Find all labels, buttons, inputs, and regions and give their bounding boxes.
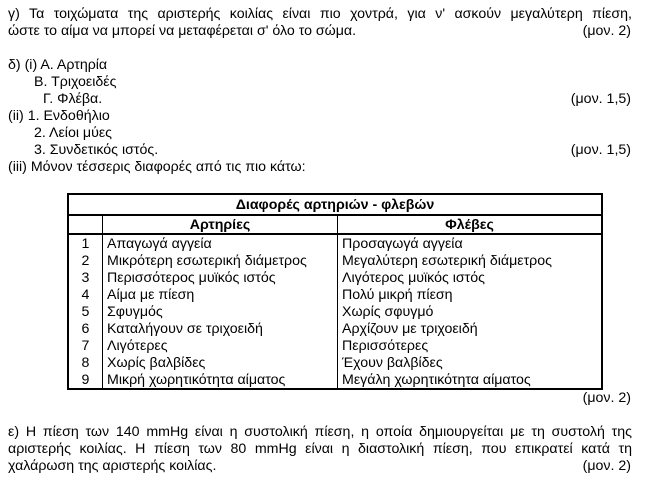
vein-cell: Λιγότερος μυϊκός ιστός: [338, 269, 603, 286]
artery-cell: Λιγότερες: [103, 337, 338, 354]
table-row: [68, 354, 602, 371]
delta-ii-connective-tissue: 3. Συνδετικός ιστός.: [34, 142, 159, 158]
delta-i-vein: Γ. Φλέβα.: [43, 91, 103, 107]
table-marks: (μον. 2): [582, 390, 631, 406]
vein-cell: Περισσότερες: [338, 337, 603, 354]
vein-cell: Προσαγωγά αγγεία: [338, 234, 603, 252]
artery-cell: Απαγωγά αγγεία: [103, 234, 338, 252]
gamma-line-1: γ) Τα τοιχώματα της αριστερής κοιλίας είναι πιο χοντρά, για ν' ασκούν μεγαλύτερη πίεση,: [8, 6, 632, 22]
row-number: 4: [68, 286, 103, 303]
artery-cell: Μικρότερη εσωτερική διάμετρος: [103, 252, 338, 269]
delta-ii-smooth-muscle: 2. Λείοι μύες: [34, 125, 113, 141]
vein-cell: Πολύ μικρή πίεση: [338, 286, 603, 303]
table-row: [68, 371, 602, 389]
row-number: 5: [68, 303, 103, 320]
table-row: [68, 234, 602, 252]
epsilon-line-3: χαλάρωση της αριστερής κοιλίας.: [8, 458, 217, 474]
table-row: [68, 286, 602, 303]
table-header-veins: Φλέβες: [338, 215, 603, 234]
table-title: Διαφορές αρτηριών - φλεβών: [68, 194, 602, 215]
vein-cell: Έχουν βαλβίδες: [338, 354, 603, 371]
delta-iii-intro: (iii) Μόνον τέσσερις διαφορές από τις πιο κάτω:: [8, 159, 306, 175]
table-row: [68, 252, 602, 269]
vein-cell: Χωρίς σφυγμό: [338, 303, 603, 320]
row-number: 8: [68, 354, 103, 371]
row-number: 1: [68, 234, 103, 252]
artery-cell: Καταλήγουν σε τριχοειδή: [103, 320, 338, 337]
artery-cell: Περισσότερος μυϊκός ιστός: [103, 269, 338, 286]
epsilon-marks: (μον. 2): [582, 458, 631, 474]
table-header-arteries: Αρτηρίες: [103, 215, 338, 234]
table-row: [68, 303, 602, 320]
epsilon-line-2: αριστερής κοιλίας. Η πίεση των 80 mmHg είναι η διαστολική πίεση, που επικρατεί κατά τη: [8, 441, 632, 457]
table-header-number: [68, 215, 103, 234]
artery-cell: Σφυγμός: [103, 303, 338, 320]
delta-i-capillary: Β. Τριχοειδές: [34, 74, 117, 90]
vein-cell: Μεγαλύτερη εσωτερική διάμετρος: [338, 252, 603, 269]
artery-cell: Αίμα με πίεση: [103, 286, 338, 303]
gamma-marks: (μον. 2): [582, 23, 631, 39]
vein-cell: Μεγάλη χωρητικότητα αίματος: [338, 371, 603, 389]
table-row: [68, 269, 602, 286]
arteries-veins-table: [67, 193, 603, 390]
table-row: [68, 320, 602, 337]
delta-i-artery: δ) (i) Α. Αρτηρία: [8, 57, 108, 73]
row-number: 9: [68, 371, 103, 389]
gamma-line-2: ώστε το αίμα να μπορεί να μεταφέρεται σ' όλο το σώμα.: [8, 23, 357, 39]
artery-cell: Χωρίς βαλβίδες: [103, 354, 338, 371]
epsilon-line-1: ε) Η πίεση των 140 mmHg είναι η συστολική πίεση, η οποία δημιουργείται με τη συστολή της: [8, 424, 632, 440]
vein-cell: Αρχίζουν με τριχοειδή: [338, 320, 603, 337]
row-number: 6: [68, 320, 103, 337]
table-row: [68, 337, 602, 354]
delta-i-marks: (μον. 1,5): [570, 91, 631, 107]
delta-ii-endothelium: (ii) 1. Ενδοθήλιο: [8, 108, 110, 124]
artery-cell: Μικρή χωρητικότητα αίματος: [103, 371, 338, 389]
row-number: 7: [68, 337, 103, 354]
row-number: 3: [68, 269, 103, 286]
row-number: 2: [68, 252, 103, 269]
delta-ii-marks: (μον. 1,5): [570, 142, 631, 158]
